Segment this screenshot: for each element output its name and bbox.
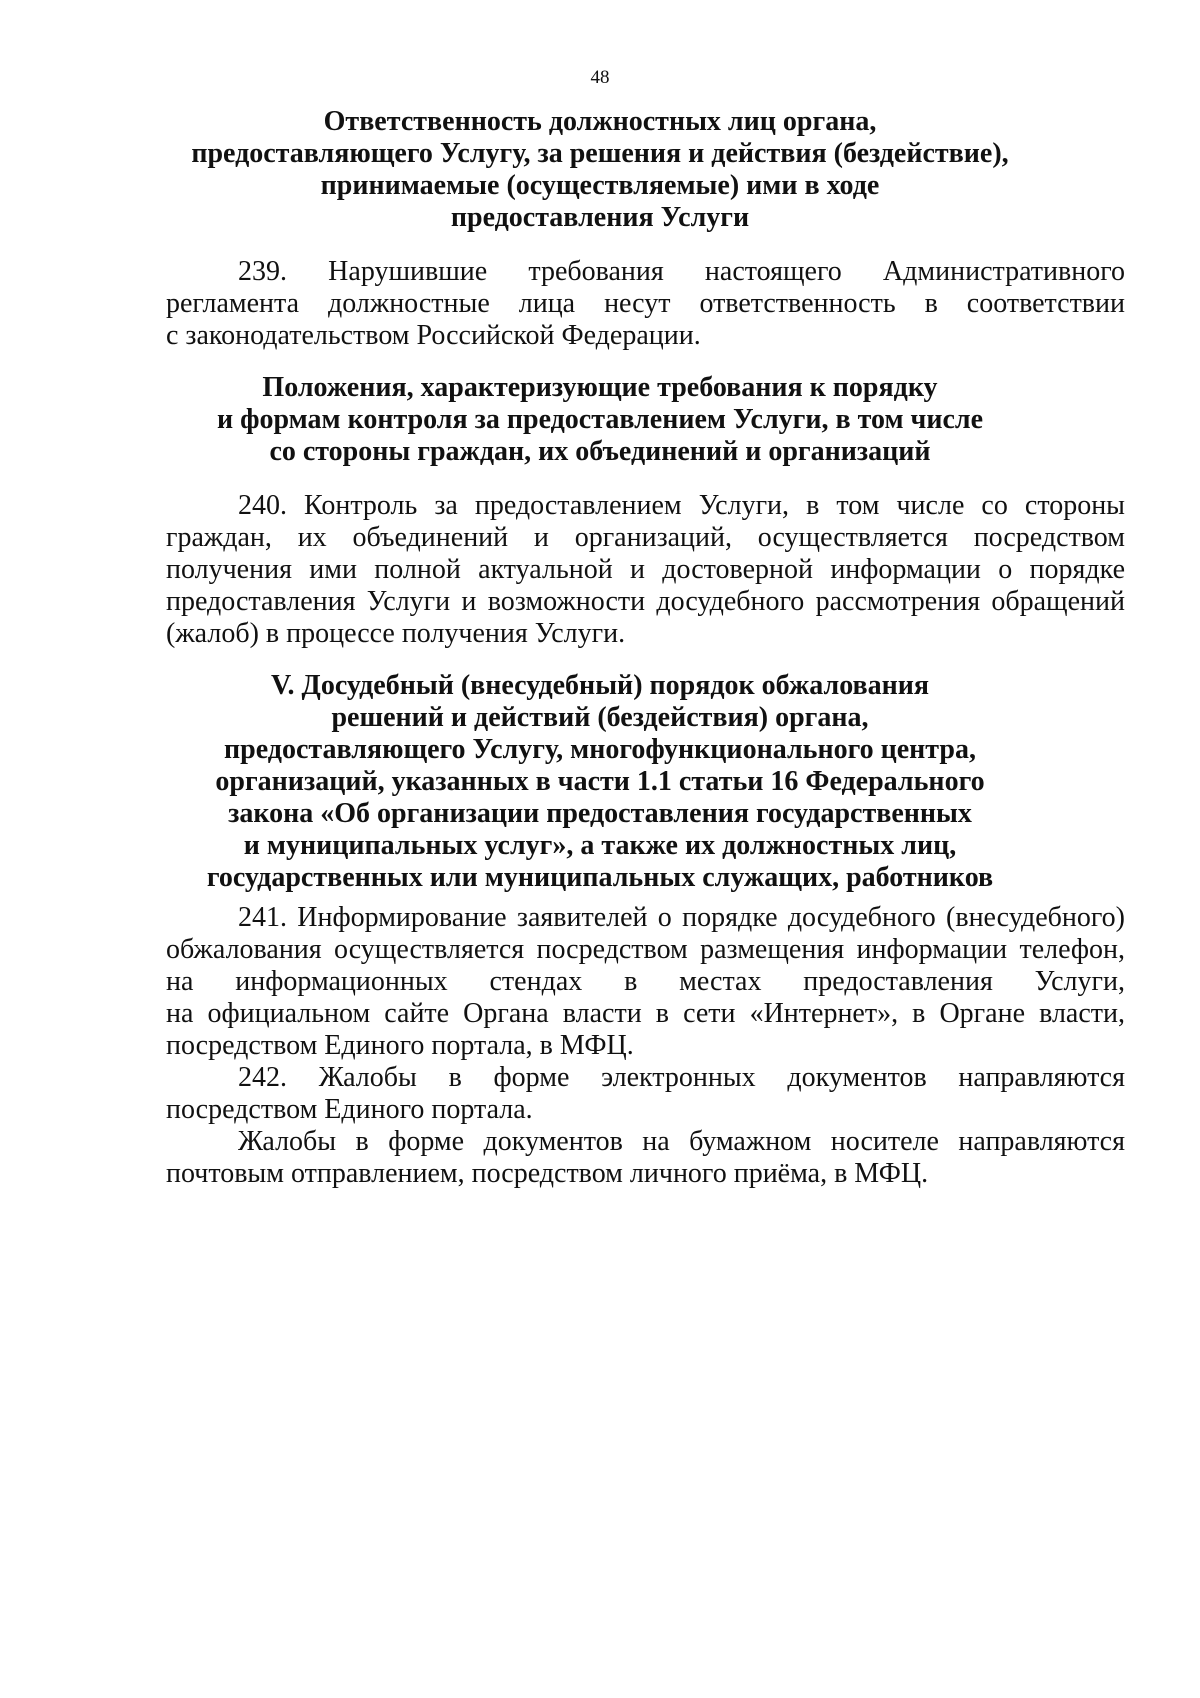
- heading-line: и муниципальных услуг», а также их должностных лиц,: [243, 830, 957, 861]
- heading-line: со стороны граждан, их объединений и организаций: [269, 436, 931, 467]
- heading-line: V. Досудебный (внесудебный) порядок обжалования: [270, 670, 930, 701]
- paragraph-line: регламента должностные лица несут ответственность в соответствии: [166, 288, 1125, 319]
- section-heading-responsibility: [140, 106, 1060, 234]
- paragraph-line: Жалобы в форме документов на бумажном носителе направляются: [238, 1126, 1125, 1157]
- paragraph-240: [166, 490, 1125, 650]
- paragraph-line: 241. Информирование заявителей о порядке досудебного (внесудебного): [238, 902, 1125, 933]
- paragraph-line: посредством Единого портала.: [166, 1094, 533, 1125]
- heading-line: предоставляющего Услугу, многофункционального центра,: [224, 734, 976, 765]
- paragraph-241: [166, 902, 1125, 1062]
- heading-line: государственных или муниципальных служащих, работников: [206, 862, 994, 893]
- heading-line: и формам контроля за предоставлением Услуги, в том числе: [216, 404, 984, 435]
- heading-line: предоставляющего Услугу, за решения и действия (бездействие),: [191, 138, 1009, 169]
- paragraph-line: с законодательством Российской Федерации.: [166, 320, 701, 351]
- paragraph-line: обжалования осуществляется посредством размещения информации телефон,: [166, 934, 1125, 965]
- paragraph-line: посредством Единого портала, в МФЦ.: [166, 1030, 634, 1061]
- heading-line: предоставления Услуги: [450, 202, 750, 233]
- heading-line: закона «Об организации предоставления государственных: [228, 798, 972, 829]
- paragraph-line: предоставления Услуги и возможности досудебного рассмотрения обращений: [166, 586, 1125, 617]
- paragraph-242: [166, 1062, 1125, 1126]
- paragraph-line: граждан, их объединений и организаций, осуществляется посредством: [166, 522, 1125, 553]
- paragraph-line: получения ими полной актуальной и достоверной информации о порядке: [166, 554, 1125, 585]
- paragraph-242-continued: [166, 1126, 1125, 1190]
- paragraph-239: [166, 256, 1125, 352]
- paragraph-line: 242. Жалобы в форме электронных документов направляются: [238, 1062, 1125, 1093]
- section-heading-control: [140, 372, 1060, 468]
- heading-line: Ответственность должностных лиц органа,: [323, 106, 877, 137]
- section-heading-appeal: [140, 670, 1060, 894]
- page-number: 48: [590, 67, 610, 88]
- heading-line: решений и действий (бездействия) органа,: [331, 702, 869, 733]
- paragraph-line: (жалоб) в процессе получения Услуги.: [166, 618, 626, 649]
- heading-line: Положения, характеризующие требования к порядку: [262, 372, 938, 403]
- heading-line: принимаемые (осуществляемые) ими в ходе: [320, 170, 880, 201]
- paragraph-line: на официальном сайте Органа власти в сети «Интернет», в Органе власти,: [166, 998, 1125, 1029]
- paragraph-line: на информационных стендах в местах предоставления Услуги,: [166, 966, 1125, 997]
- heading-line: организаций, указанных в части 1.1 статьи 16 Федерального: [215, 766, 985, 797]
- paragraph-line: почтовым отправлением, посредством личного приёма, в МФЦ.: [166, 1158, 929, 1189]
- paragraph-line: 239. Нарушившие требования настоящего Административного: [238, 256, 1125, 287]
- paragraph-line: 240. Контроль за предоставлением Услуги, в том числе со стороны: [238, 490, 1125, 521]
